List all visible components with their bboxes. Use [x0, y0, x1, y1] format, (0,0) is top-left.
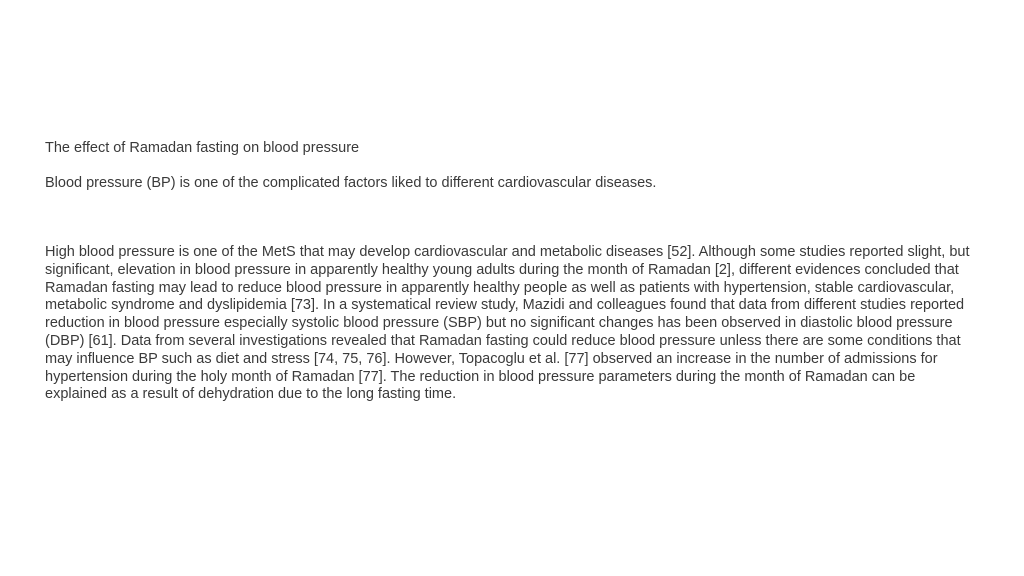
section-heading: The effect of Ramadan fasting on blood pressure — [45, 140, 360, 156]
intro-paragraph: Blood pressure (BP) is one of the complicated factors liked to different cardiovascular diseases. — [45, 175, 657, 191]
body-paragraph: High blood pressure is one of the MetS that may develop cardiovascular and metabolic diseases [52]. Although some studies reported slight, but significant, elevation in blood pressure in apparently healthy young adults during the month of Ramadan [2], different evidences concluded that Ramadan fasting may lead to reduce blood pressure in apparently healthy people as well as patients with hypertension, stable cardiovascular, metabolic syndrome and dyslipidemia [73]. In a systematical review study, Mazidi and colleagues found that data from different studies reported reduction in blood pressure especially systolic blood pressure (SBP) but no significant changes has been observed in diastolic blood pressure (DBP) [61]. Data from several investigations revealed that Ramadan fasting could reduce blood pressure unless there are some conditions that may influence BP such as diet and stress [74, 75, 76]. However, Topacoglu et al. [77] observed an increase in the number of admissions for hypertension during the holy month of Ramadan [77]. The reduction in blood pressure parameters during the month of Ramadan can be explained as a result of dehydration due to the long fasting time. — [45, 244, 970, 403]
